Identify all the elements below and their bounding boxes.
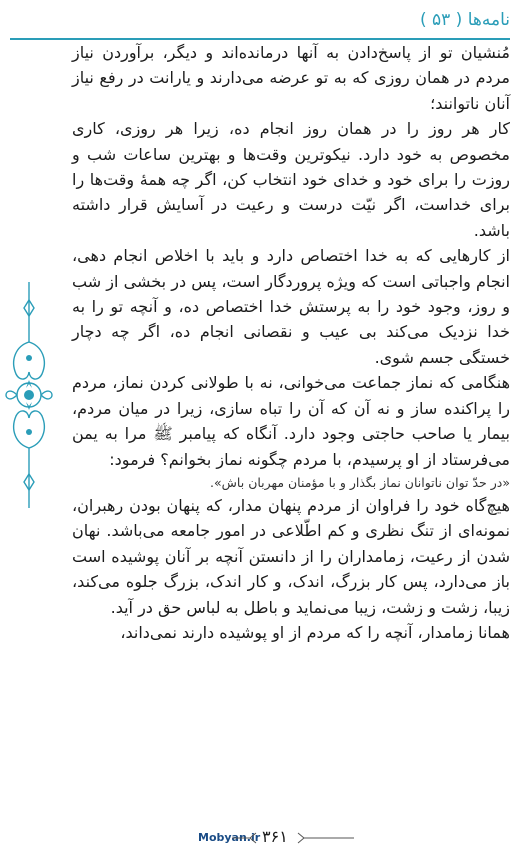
footer-ornament-right-icon	[296, 831, 356, 845]
page-body	[72, 40, 510, 645]
paragraph: هیچ‌گاه خود را فراوان از مردم پنهان مدار، که پنهان بودن رهبران، نمونه‌ای از تنگ نظری و کم اطّلاعی در امور جامعه می‌باشد. نهان شدن از رعیت، زمامداران را از دانستن آنچه بر آنان پوشیده است باز می‌دارد، پس کار بزرگ، اندک، و کار اندک، بزرگ جلوه می‌کند، زیبا، زشت و زشت، زیبا می‌نماید و باطل به لباس حق در آید.	[72, 495, 510, 617]
page-footer	[0, 827, 520, 853]
paragraph: همانا زمامدار، آنچه را که مردم از او پوشیده دارند نمی‌داند،	[120, 622, 510, 642]
floral-ornament-icon	[4, 280, 54, 510]
site-watermark: Mobyan.ir	[198, 831, 261, 844]
page-number: ۳۶۱	[262, 827, 288, 846]
paragraph: از کارهایی که به خدا اختصاص دارد و باید با اخلاص انجام دهی، انجام واجباتی است که ویژه پروردگار است، پس در بخشی از شب و روز، وجود خود را به پرستش خدا اختصاص ده، و آنچه تو را به خدا نزدیک می‌کند بی عیب و نقصانی انجام ده، اگر چه دچار خستگی جسم شوی.	[72, 246, 510, 367]
footer-ornament-left-icon	[232, 831, 258, 845]
paragraph: هنگامی که نماز جماعت می‌خوانی، نه با طولانی کردن نماز، مردم را پراکنده ساز و نه آن که آن را تباه سازی، زیرا در میان مردم، بیمار یا صاحب حاجتی وجود دارد. آنگاه که پیامبر ﷺ مرا به یمن می‌فرستاد از او پرسیدم، با مردم چگونه نماز بخوانم؟ فرمود:	[72, 373, 510, 469]
page-title: نامه‌ها ( ۵۳ )	[419, 10, 510, 30]
hadith-quote: «در حدّ توان ناتوانان نماز بگذار و با مؤمنان مهربان باش».	[210, 474, 510, 490]
page-header	[10, 8, 510, 38]
paragraph: کار هر روز را در همان روز انجام ده، زیرا هر روزی، کاری مخصوص به خود دارد. نیکوترین وقت‌ها و بهترین ساعات شب و روزت را برای خود و خدای خود انتخاب کن، اگر چه همهٔ وقت‌ها را برای خداست، اگر نیّت درست و رعیت در آسایش قرار داشته باشد.	[72, 119, 510, 240]
paragraph: مُنشیان تو از پاسخ‌دادن به آنها درمانده‌اند و دیگر، برآوردن نیاز مردم در همان روزی که به تو عرضه می‌دارند و یارانت در رفع نیاز آنان ناتوانند؛	[72, 43, 510, 113]
